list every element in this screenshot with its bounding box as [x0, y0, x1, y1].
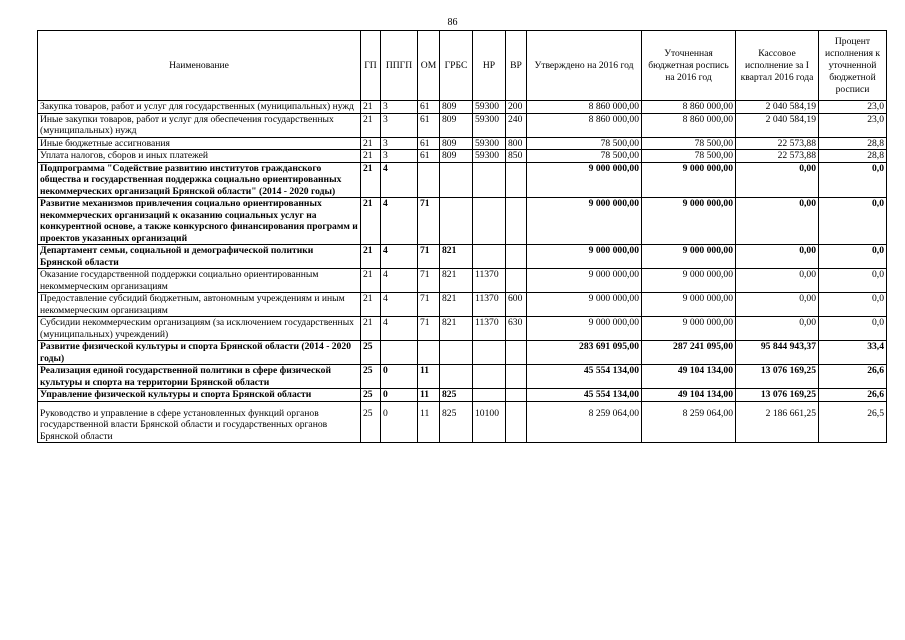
cell-om: 71: [418, 317, 440, 341]
cell-ppgp: 4: [381, 269, 418, 293]
cell-grbs: [440, 162, 473, 198]
table-row: [38, 365, 887, 389]
cell-percent: 0,0: [819, 245, 887, 269]
cell-om: [418, 341, 440, 365]
cell-clarified: 78 500,00: [642, 137, 736, 150]
cell-name: Предоставление субсидий бюджетным, автономным учреждениям и иным некоммерческим организациям: [38, 293, 361, 317]
cell-grbs: 821: [440, 269, 473, 293]
cell-nr: 59300: [473, 101, 506, 114]
header-vr: ВР: [506, 31, 527, 101]
cell-clarified: 9 000 000,00: [642, 162, 736, 198]
cell-cash: 95 844 943,37: [736, 341, 819, 365]
cell-ppgp: 4: [381, 293, 418, 317]
cell-clarified: 9 000 000,00: [642, 198, 736, 245]
table-row: [38, 341, 887, 365]
cell-percent: 23,0: [819, 101, 887, 114]
table-row: [38, 101, 887, 114]
cell-clarified: 8 860 000,00: [642, 113, 736, 137]
cell-name: Субсидии некоммерческим организациям (за исключением государственных (муниципальных) учреждений): [38, 317, 361, 341]
cell-approved: 8 860 000,00: [527, 113, 642, 137]
cell-clarified: 8 259 064,00: [642, 401, 736, 443]
cell-grbs: 809: [440, 137, 473, 150]
table-header-row: [38, 31, 887, 101]
cell-om: 61: [418, 113, 440, 137]
table-row: [38, 269, 887, 293]
cell-om: 71: [418, 198, 440, 245]
cell-vr: [506, 162, 527, 198]
cell-grbs: 809: [440, 150, 473, 163]
table-row: [38, 401, 887, 443]
cell-cash: 0,00: [736, 162, 819, 198]
cell-vr: 600: [506, 293, 527, 317]
cell-name: Реализация единой государственной политики в сфере физической культуры и спорта на территории Брянской области: [38, 365, 361, 389]
cell-nr: 11370: [473, 293, 506, 317]
header-approved: Утверждено на 2016 год: [527, 31, 642, 101]
cell-percent: 0,0: [819, 198, 887, 245]
cell-om: 61: [418, 101, 440, 114]
cell-gp: 25: [361, 365, 381, 389]
cell-om: 71: [418, 245, 440, 269]
cell-nr: 59300: [473, 113, 506, 137]
cell-cash: 0,00: [736, 198, 819, 245]
cell-name: Иные закупки товаров, работ и услуг для обеспечения государственных (муниципальных) нужд: [38, 113, 361, 137]
cell-vr: 240: [506, 113, 527, 137]
cell-gp: 21: [361, 317, 381, 341]
cell-grbs: 821: [440, 293, 473, 317]
cell-approved: 9 000 000,00: [527, 245, 642, 269]
cell-clarified: 9 000 000,00: [642, 245, 736, 269]
cell-ppgp: 4: [381, 198, 418, 245]
cell-grbs: 809: [440, 101, 473, 114]
cell-percent: 23,0: [819, 113, 887, 137]
cell-name: Департамент семьи, социальной и демографической политики Брянской области: [38, 245, 361, 269]
cell-cash: 0,00: [736, 317, 819, 341]
table-row: [38, 198, 887, 245]
cell-gp: 21: [361, 113, 381, 137]
cell-nr: 11370: [473, 269, 506, 293]
cell-vr: 200: [506, 101, 527, 114]
cell-approved: 9 000 000,00: [527, 162, 642, 198]
cell-ppgp: 3: [381, 137, 418, 150]
cell-percent: 33,4: [819, 341, 887, 365]
cell-om: 71: [418, 293, 440, 317]
cell-vr: [506, 198, 527, 245]
cell-grbs: [440, 341, 473, 365]
cell-clarified: 8 860 000,00: [642, 101, 736, 114]
cell-approved: 8 860 000,00: [527, 101, 642, 114]
cell-cash: 22 573,88: [736, 150, 819, 163]
cell-om: 61: [418, 150, 440, 163]
cell-clarified: 9 000 000,00: [642, 317, 736, 341]
cell-gp: 21: [361, 293, 381, 317]
cell-name: Подпрограмма "Содействие развитию институтов гражданского общества и государственная поддержка социально ориентированных некоммерческих организаций Брянской области" (2014 - 2020 годы): [38, 162, 361, 198]
cell-vr: [506, 245, 527, 269]
cell-om: 11: [418, 401, 440, 443]
cell-nr: [473, 341, 506, 365]
cell-grbs: 825: [440, 401, 473, 443]
cell-gp: 21: [361, 150, 381, 163]
cell-grbs: [440, 198, 473, 245]
header-ppgp: ППГП: [381, 31, 418, 101]
cell-gp: 21: [361, 101, 381, 114]
cell-percent: 26,6: [819, 389, 887, 402]
cell-nr: 59300: [473, 150, 506, 163]
cell-ppgp: 0: [381, 365, 418, 389]
cell-name: Руководство и управление в сфере установленных функций органов государственной власти Брянской области и государственных органов Брянской области: [38, 401, 361, 443]
table-row: [38, 389, 887, 402]
cell-ppgp: 3: [381, 101, 418, 114]
cell-om: [418, 162, 440, 198]
cell-vr: [506, 365, 527, 389]
cell-percent: 0,0: [819, 162, 887, 198]
header-om: ОМ: [418, 31, 440, 101]
cell-cash: 0,00: [736, 245, 819, 269]
header-name: Наименование: [38, 31, 361, 101]
cell-cash: 0,00: [736, 293, 819, 317]
cell-vr: [506, 401, 527, 443]
table-row: [38, 293, 887, 317]
cell-gp: 21: [361, 137, 381, 150]
cell-percent: 0,0: [819, 293, 887, 317]
cell-vr: [506, 341, 527, 365]
cell-clarified: 49 104 134,00: [642, 389, 736, 402]
cell-approved: 283 691 095,00: [527, 341, 642, 365]
cell-vr: 630: [506, 317, 527, 341]
cell-nr: [473, 389, 506, 402]
cell-clarified: 287 241 095,00: [642, 341, 736, 365]
cell-nr: [473, 162, 506, 198]
cell-gp: 21: [361, 162, 381, 198]
cell-name: Развитие механизмов привлечения социально ориентированных некоммерческих организаций к оказанию социальных услуг на конкурентной основе, а также конкурсного финансирования программ и проектов указанных организаций: [38, 198, 361, 245]
header-grbs: ГРБС: [440, 31, 473, 101]
cell-grbs: 821: [440, 317, 473, 341]
cell-om: 11: [418, 389, 440, 402]
cell-om: 11: [418, 365, 440, 389]
cell-vr: [506, 269, 527, 293]
cell-vr: 800: [506, 137, 527, 150]
cell-grbs: [440, 365, 473, 389]
cell-approved: 78 500,00: [527, 150, 642, 163]
cell-gp: 21: [361, 269, 381, 293]
cell-cash: 0,00: [736, 269, 819, 293]
cell-grbs: 821: [440, 245, 473, 269]
cell-percent: 28,8: [819, 150, 887, 163]
cell-nr: [473, 245, 506, 269]
cell-cash: 22 573,88: [736, 137, 819, 150]
cell-nr: 59300: [473, 137, 506, 150]
cell-name: Развитие физической культуры и спорта Брянской области (2014 - 2020 годы): [38, 341, 361, 365]
cell-ppgp: 4: [381, 317, 418, 341]
cell-approved: 78 500,00: [527, 137, 642, 150]
table-row: [38, 137, 887, 150]
cell-ppgp: 4: [381, 162, 418, 198]
table-body: [38, 101, 887, 443]
cell-clarified: 9 000 000,00: [642, 269, 736, 293]
cell-approved: 9 000 000,00: [527, 293, 642, 317]
cell-om: 71: [418, 269, 440, 293]
header-cash: Кассовое исполнение за I квартал 2016 года: [736, 31, 819, 101]
cell-gp: 25: [361, 341, 381, 365]
cell-ppgp: 0: [381, 401, 418, 443]
cell-clarified: 9 000 000,00: [642, 293, 736, 317]
cell-approved: 45 554 134,00: [527, 365, 642, 389]
budget-table: [37, 30, 887, 443]
cell-percent: 26,6: [819, 365, 887, 389]
cell-grbs: 825: [440, 389, 473, 402]
table-row: [38, 150, 887, 163]
cell-cash: 13 076 169,25: [736, 365, 819, 389]
cell-ppgp: 3: [381, 150, 418, 163]
cell-vr: [506, 389, 527, 402]
cell-percent: 0,0: [819, 269, 887, 293]
cell-vr: 850: [506, 150, 527, 163]
cell-cash: 2 186 661,25: [736, 401, 819, 443]
header-gp: ГП: [361, 31, 381, 101]
cell-name: Уплата налогов, сборов и иных платежей: [38, 150, 361, 163]
cell-cash: 2 040 584,19: [736, 101, 819, 114]
cell-cash: 13 076 169,25: [736, 389, 819, 402]
cell-om: 61: [418, 137, 440, 150]
cell-ppgp: 3: [381, 113, 418, 137]
cell-nr: [473, 365, 506, 389]
cell-gp: 25: [361, 389, 381, 402]
cell-nr: 11370: [473, 317, 506, 341]
cell-clarified: 78 500,00: [642, 150, 736, 163]
table-row: [38, 162, 887, 198]
cell-name: Оказание государственной поддержки социально ориентированным некоммерческим организациям: [38, 269, 361, 293]
cell-ppgp: 4: [381, 245, 418, 269]
cell-nr: [473, 198, 506, 245]
page-number: 86: [447, 17, 458, 28]
table-row: [38, 317, 887, 341]
cell-gp: 25: [361, 401, 381, 443]
cell-nr: 10100: [473, 401, 506, 443]
header-nr: НР: [473, 31, 506, 101]
cell-clarified: 49 104 134,00: [642, 365, 736, 389]
cell-cash: 2 040 584,19: [736, 113, 819, 137]
cell-ppgp: 0: [381, 389, 418, 402]
cell-percent: 0,0: [819, 317, 887, 341]
cell-approved: 8 259 064,00: [527, 401, 642, 443]
cell-approved: 45 554 134,00: [527, 389, 642, 402]
header-clarified: Уточненная бюджетная роспись на 2016 год: [642, 31, 736, 101]
cell-percent: 26,5: [819, 401, 887, 443]
table-row: [38, 113, 887, 137]
cell-ppgp: [381, 341, 418, 365]
cell-approved: 9 000 000,00: [527, 317, 642, 341]
cell-approved: 9 000 000,00: [527, 198, 642, 245]
table-row: [38, 245, 887, 269]
cell-approved: 9 000 000,00: [527, 269, 642, 293]
cell-gp: 21: [361, 198, 381, 245]
cell-name: Управление физической культуры и спорта Брянской области: [38, 389, 361, 402]
cell-grbs: 809: [440, 113, 473, 137]
cell-name: Закупка товаров, работ и услуг для государственных (муниципальных) нужд: [38, 101, 361, 114]
cell-percent: 28,8: [819, 137, 887, 150]
cell-gp: 21: [361, 245, 381, 269]
cell-name: Иные бюджетные ассигнования: [38, 137, 361, 150]
header-percent: Процент исполнения к уточненной бюджетной росписи: [819, 31, 887, 101]
